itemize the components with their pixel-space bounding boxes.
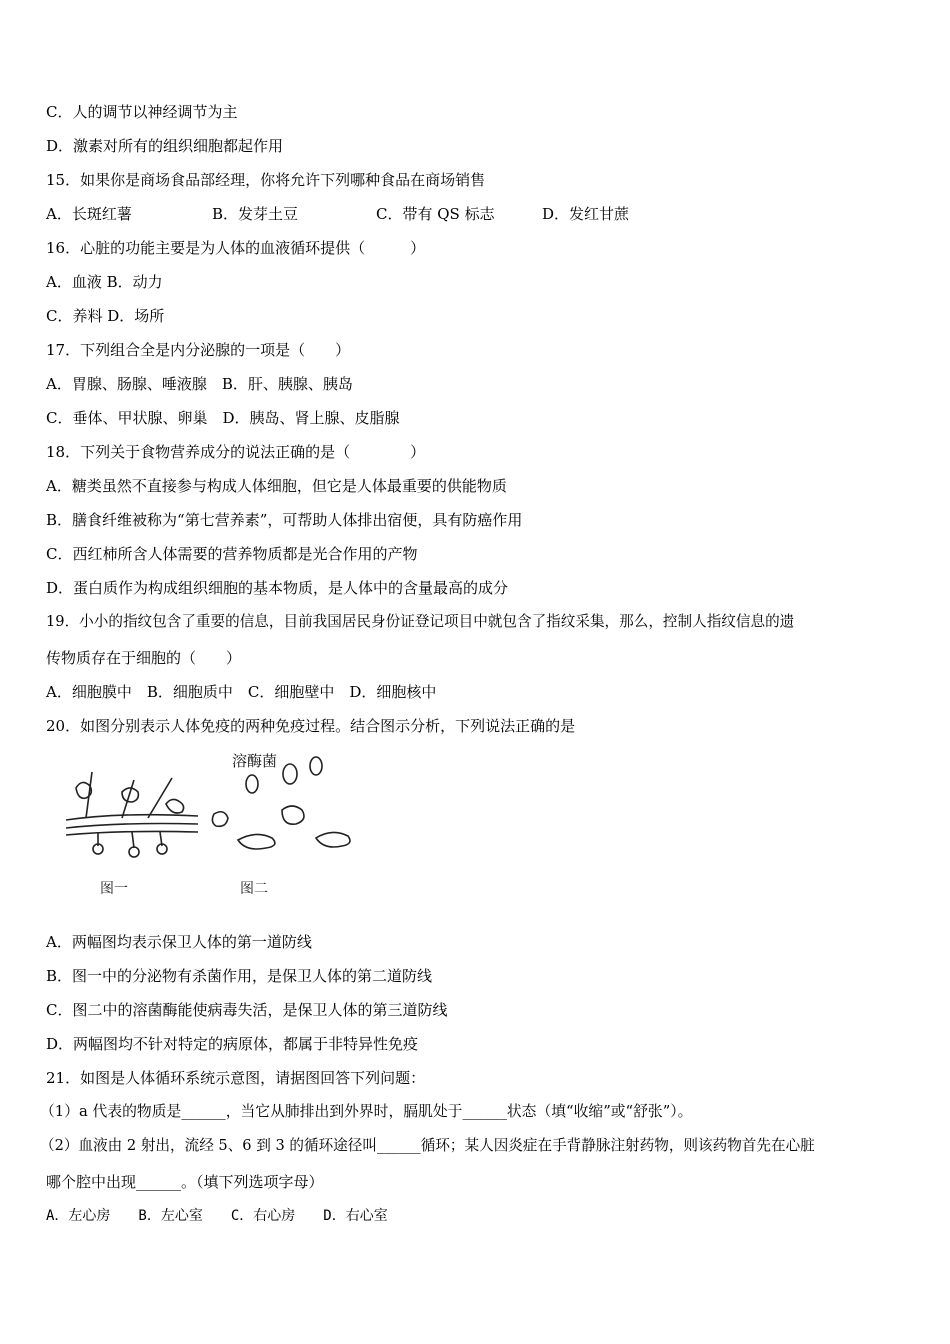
q17-stem: 17．下列组合全是内分泌腺的一项是（ ） — [46, 341, 351, 359]
q21-part2-line2: 哪个腔中出现______。（填下列选项字母） — [46, 1173, 324, 1191]
q15-stem: 15．如果你是商场食品部经理，你将允许下列哪种食品在商场销售 — [46, 171, 486, 189]
q21-choices: A．左心房 B．左心室 C．右心房 D．右心室 — [46, 1208, 388, 1224]
q19-stem-line2: 传物质存在于细胞的（ ） — [46, 649, 242, 667]
figure2-drawing — [212, 757, 350, 849]
q16-options-row2: C．养料 D．场所 — [46, 307, 165, 325]
q21-stem: 21．如图是人体循环系统示意图，请据图回答下列问题： — [46, 1069, 426, 1087]
figure2-caption: 图二 — [240, 881, 268, 897]
q15-option-a: A．长斑红薯 — [46, 205, 132, 223]
q20-stem: 20．如图分别表示人体免疫的两种免疫过程。结合图示分析，下列说法正确的是 — [46, 717, 576, 735]
q20-option-a: A．两幅图均表示保卫人体的第一道防线 — [46, 933, 312, 951]
q18-option-d: D．蛋白质作为构成组织细胞的基本物质，是人体中的含量最高的成分 — [46, 579, 509, 597]
q15-options — [46, 204, 906, 224]
q17-options-row2: C．垂体、甲状腺、卵巢 D．胰岛、肾上腺、皮脂腺 — [46, 409, 400, 427]
q18-option-b: B．膳食纤维被称为“第七营养素”，可帮助人体排出宿便，具有防癌作用 — [46, 511, 523, 529]
figure1-drawing — [66, 772, 198, 857]
q20-option-d: D．两幅图均不针对特定的病原体，都属于非特异性免疫 — [46, 1035, 419, 1053]
q19-options: A．细胞膜中 B．细胞质中 C．细胞壁中 D．细胞核中 — [46, 683, 437, 701]
q18-stem: 18．下列关于食物营养成分的说法正确的是（ ） — [46, 443, 426, 461]
q21-part1: （1）a 代表的物质是______，当它从肺排出到外界时，膈肌处于______状态（填“收缩”或“舒张”）。 — [40, 1103, 693, 1120]
q15-option-b: B．发芽土豆 — [212, 205, 299, 223]
figure1-caption: 图一 — [100, 881, 128, 897]
immune-figure — [62, 752, 362, 902]
q20-option-b: B．图一中的分泌物有杀菌作用，是保卫人体的第二道防线 — [46, 967, 433, 985]
q14-option-d: D．激素对所有的组织细胞都起作用 — [46, 137, 284, 155]
q21-part2-line1: （2）血液由 2 射出，流经 5、6 到 3 的循环途径叫______循环；某人因炎症在手背静脉注射药物，则该药物首先在心脏 — [40, 1137, 815, 1154]
q20-option-c: C．图二中的溶菌酶能使病毒失活，是保卫人体的第三道防线 — [46, 1001, 448, 1019]
q15-option-d: D．发红甘蔗 — [542, 205, 630, 223]
q14-option-c: C．人的调节以神经调节为主 — [46, 103, 238, 121]
figure2-enzyme-label: 溶酶菌 — [232, 752, 278, 770]
q18-option-c: C．西红柿所含人体需要的营养物质都是光合作用的产物 — [46, 545, 418, 563]
q16-options-row1: A．血液 B．动力 — [46, 273, 163, 291]
q18-option-a: A．糖类虽然不直接参与构成人体细胞，但它是人体最重要的供能物质 — [46, 477, 507, 495]
q19-stem-line1: 19．小小的指纹包含了重要的信息，目前我国居民身份证登记项目中就包含了指纹采集，那么，控制人指纹信息的遗 — [46, 613, 795, 630]
q17-options-row1: A．胃腺、肠腺、唾液腺 B．肝、胰腺、胰岛 — [46, 375, 353, 393]
q16-stem: 16．心脏的功能主要是为人体的血液循环提供（ ） — [46, 239, 426, 257]
q15-option-c: C．带有 QS 标志 — [376, 205, 495, 223]
